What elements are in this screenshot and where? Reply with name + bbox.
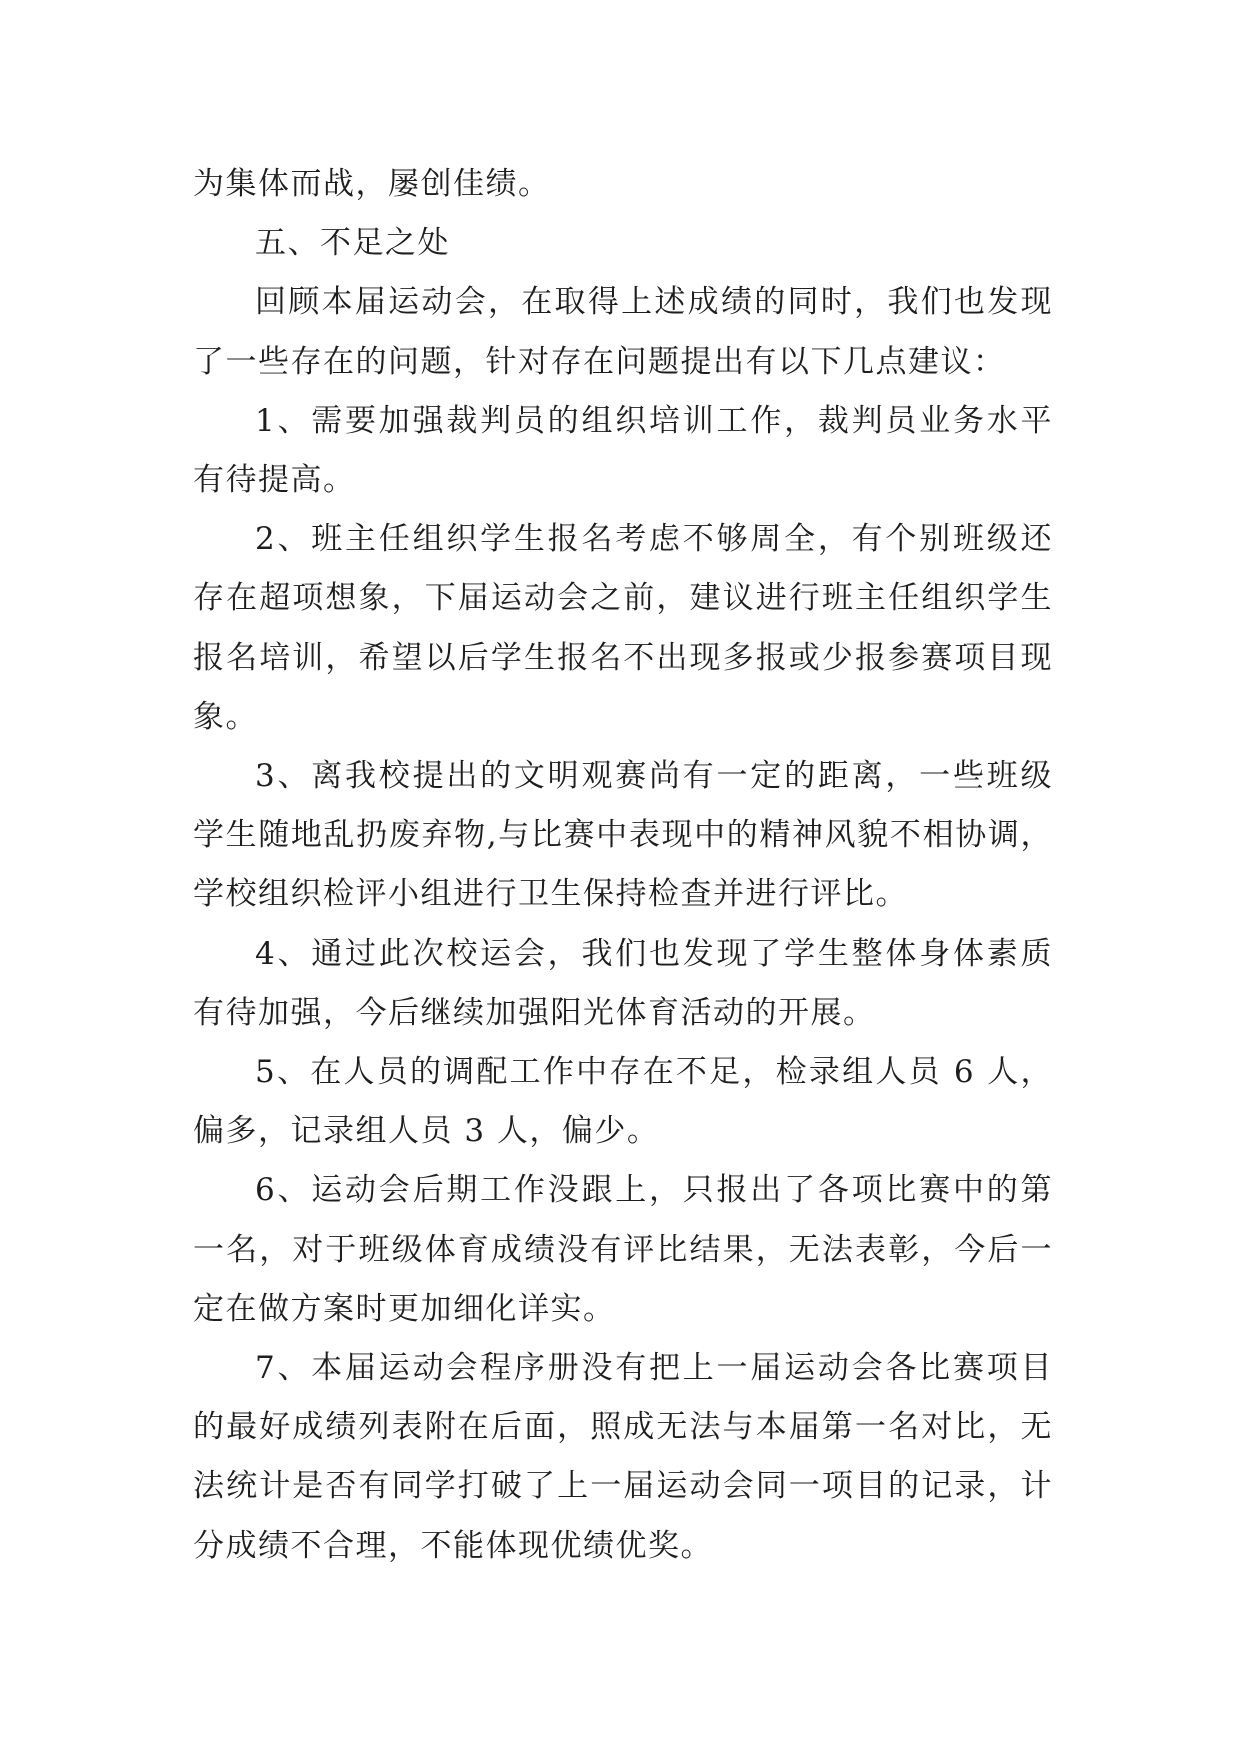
suggestion-item-2: 2、班主任组织学生报名考虑不够周全，有个别班级还存在超项想象，下届运动会之前，建议进行班主任组织学生报名培训，希望以后学生报名不出现多报或少报参赛项目现象。 [193,521,1053,735]
section-heading-shortcomings: 五、不足之处 [255,225,450,262]
paragraph-review-intro: 回顾本届运动会，在取得上述成绩的同时，我们也发现了一些存在的问题，针对存在问题提出有以下几点建议： [193,284,1053,380]
suggestion-item-7: 7、本届运动会程序册没有把上一届运动会各比赛项目的最好成绩列表附在后面，照成无法与本届第一名对比，无法统计是否有同学打破了上一届运动会同一项目的记录，计分成绩不合理，不能体现优绩优奖。 [193,1350,1053,1564]
suggestion-item-4: 4、通过此次校运会，我们也发现了学生整体身体素质有待加强，今后继续加强阳光体育活动的开展。 [193,935,1053,1031]
suggestion-item-1: 1、需要加强裁判员的组织培训工作，裁判员业务水平有待提高。 [193,402,1053,499]
suggestion-item-5: 5、在人员的调配工作中存在不足，检录组人员 6 人，偏多，记录组人员 3 人，偏少。 [193,1054,1053,1150]
suggestion-item-3: 3、离我校提出的文明观赛尚有一定的距离，一些班级学生随地乱扔废弃物,与比赛中表现中的精神风貌不相协调，学校组织检评小组进行卫生保持检查并进行评比。 [193,758,1053,913]
document-body [193,155,1053,1576]
suggestion-item-6: 6、运动会后期工作没跟上，只报出了各项比赛中的第一名，对于班级体育成绩没有评比结果，无法表彰，今后一定在做方案时更加细化详实。 [193,1172,1053,1327]
paragraph-closing-line: 为集体而战，屡创佳绩。 [193,166,551,202]
